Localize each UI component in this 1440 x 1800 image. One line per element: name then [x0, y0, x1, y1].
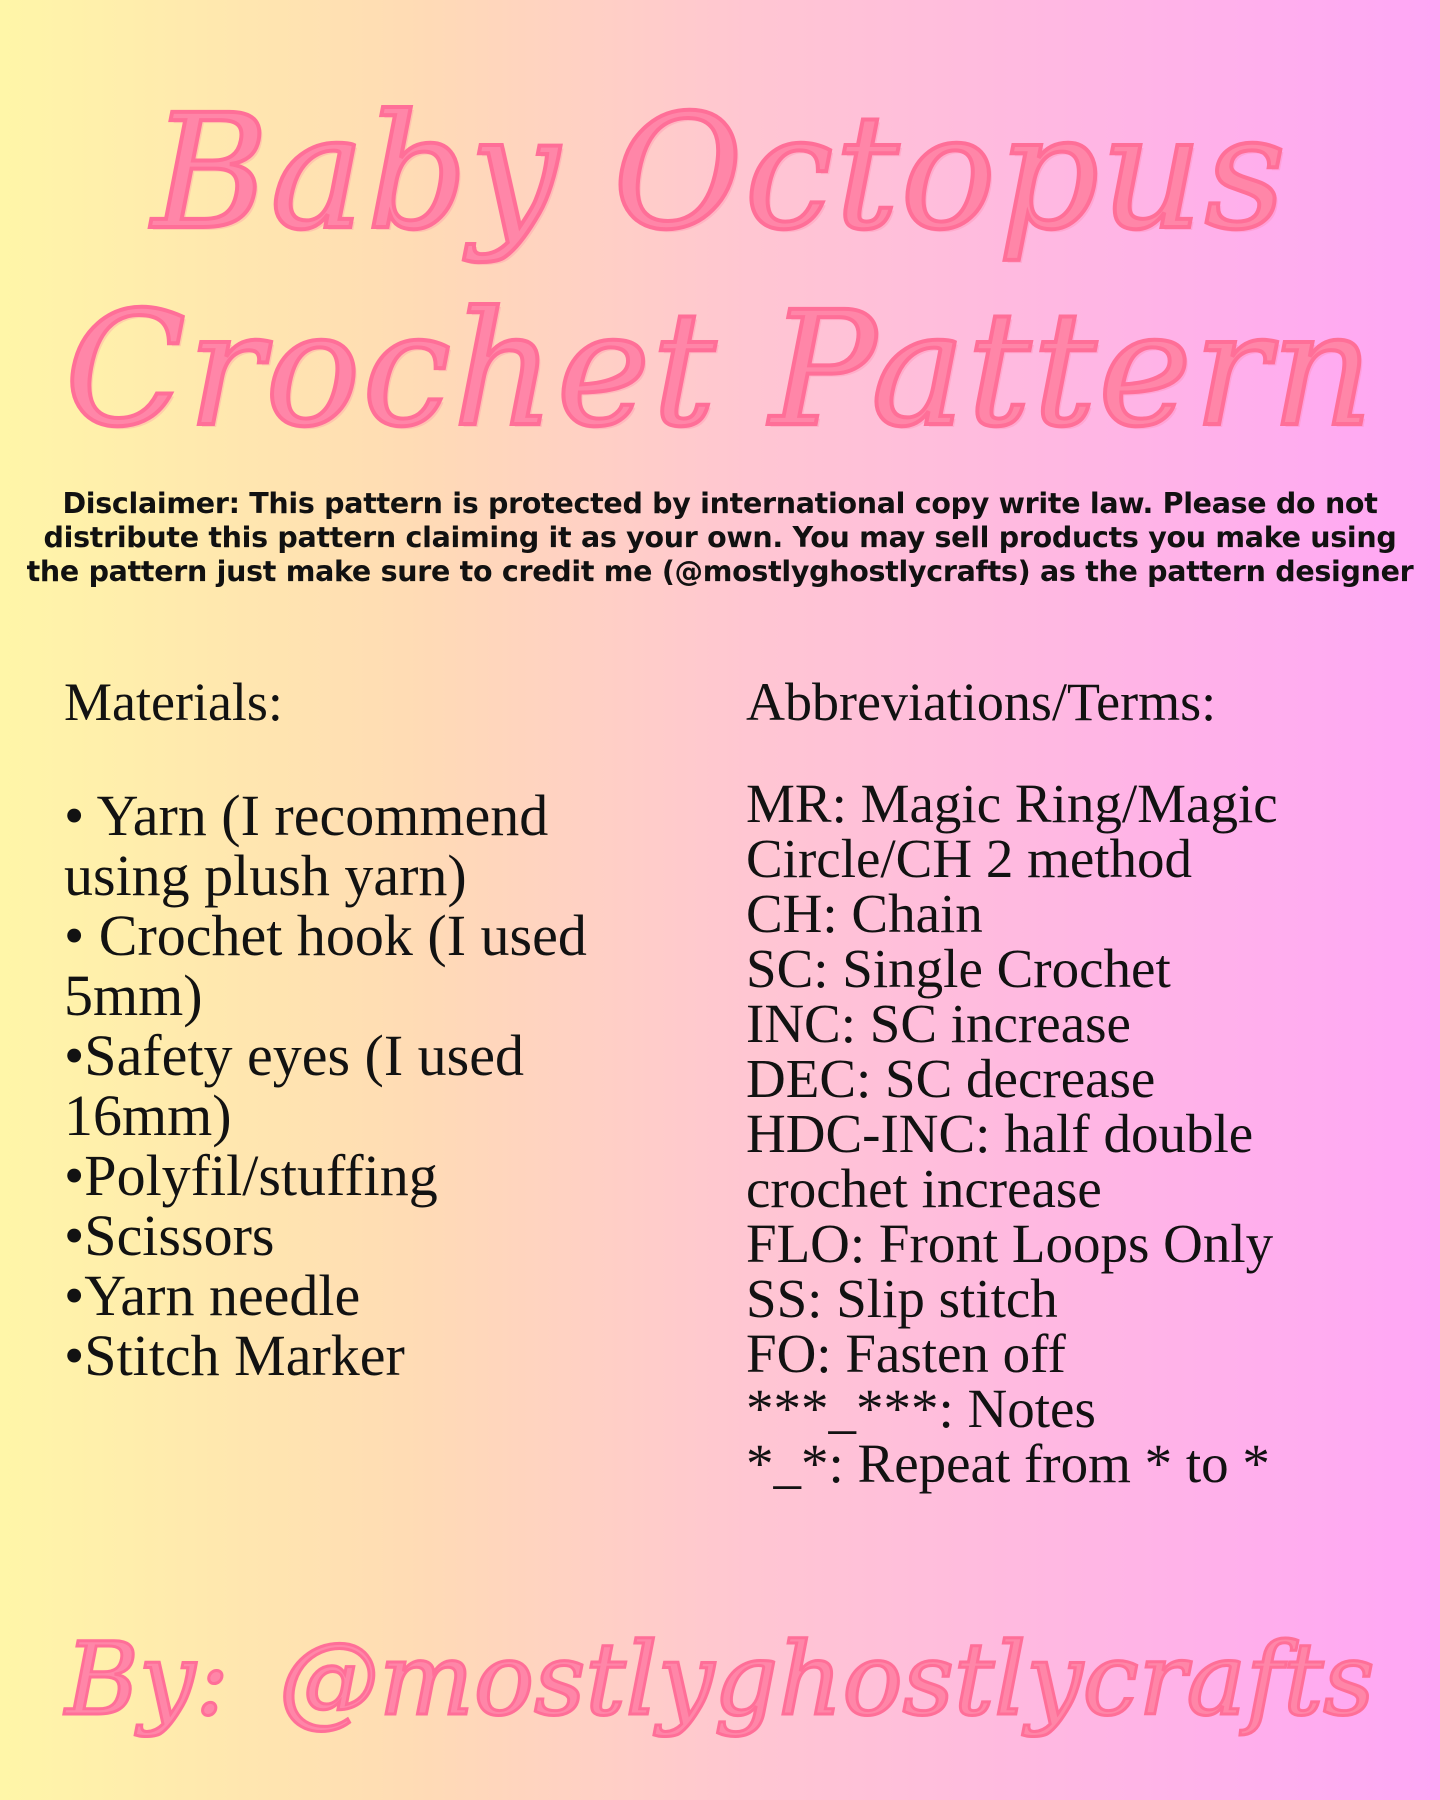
byline-prefix: By: [65, 1621, 230, 1738]
byline [0, 1615, 1440, 1745]
materials-section [64, 668, 684, 1386]
disclaimer [0, 487, 1440, 589]
terms-line: *_*: Repeat from * to * [746, 1433, 1270, 1494]
terms-line: Circle/CH 2 method [746, 828, 1193, 889]
terms-line: FO: Fasten off [746, 1323, 1066, 1384]
byline-handle: @mostlyghostlycrafts [279, 1621, 1375, 1738]
materials-line: 16mm) [64, 1083, 232, 1148]
materials-line: using plush yarn) [64, 843, 467, 908]
materials-line: •Stitch Marker [64, 1323, 405, 1388]
disclaimer-line: Disclaimer: This pattern is protected by international copy write law. Please do not [62, 487, 1378, 520]
terms-line: INC: SC increase [746, 993, 1131, 1054]
title-line-1: Baby Octopus [152, 81, 1288, 265]
terms-line: SC: Single Crochet [746, 938, 1171, 999]
disclaimer-line: distribute this pattern claiming it as your own. You may sell products you make using [43, 521, 1397, 554]
materials-line: • Crochet hook (I used [64, 903, 587, 968]
terms-section [746, 668, 1426, 1494]
terms-line: crochet increase [746, 1158, 1102, 1219]
terms-line: MR: Magic Ring/Magic [746, 773, 1278, 834]
terms-heading: Abbreviations/Terms: [746, 672, 1217, 732]
terms-line: ***_***: Notes [746, 1378, 1096, 1439]
materials-line: •Yarn needle [64, 1263, 361, 1328]
terms-list [746, 773, 1426, 1494]
materials-line: •Polyfil/stuffing [64, 1143, 438, 1208]
materials-heading: Materials: [64, 672, 283, 732]
terms-line: SS: Slip stitch [746, 1268, 1058, 1329]
terms-line: HDC-INC: half double [746, 1103, 1254, 1164]
terms-line: DEC: SC decrease [746, 1048, 1156, 1109]
terms-line: CH: Chain [746, 883, 983, 944]
title-line-2: Crochet Pattern [64, 278, 1376, 462]
materials-line: •Scissors [64, 1203, 275, 1268]
materials-line: 5mm) [64, 963, 203, 1028]
terms-line: FLO: Front Loops Only [746, 1213, 1274, 1274]
materials-line: •Safety eyes (I used [64, 1023, 524, 1088]
materials-line: • Yarn (I recommend [64, 783, 549, 848]
disclaimer-line: the pattern just make sure to credit me (@mostlyghostlycrafts) as the pattern designer [26, 555, 1414, 588]
materials-list [64, 783, 684, 1388]
